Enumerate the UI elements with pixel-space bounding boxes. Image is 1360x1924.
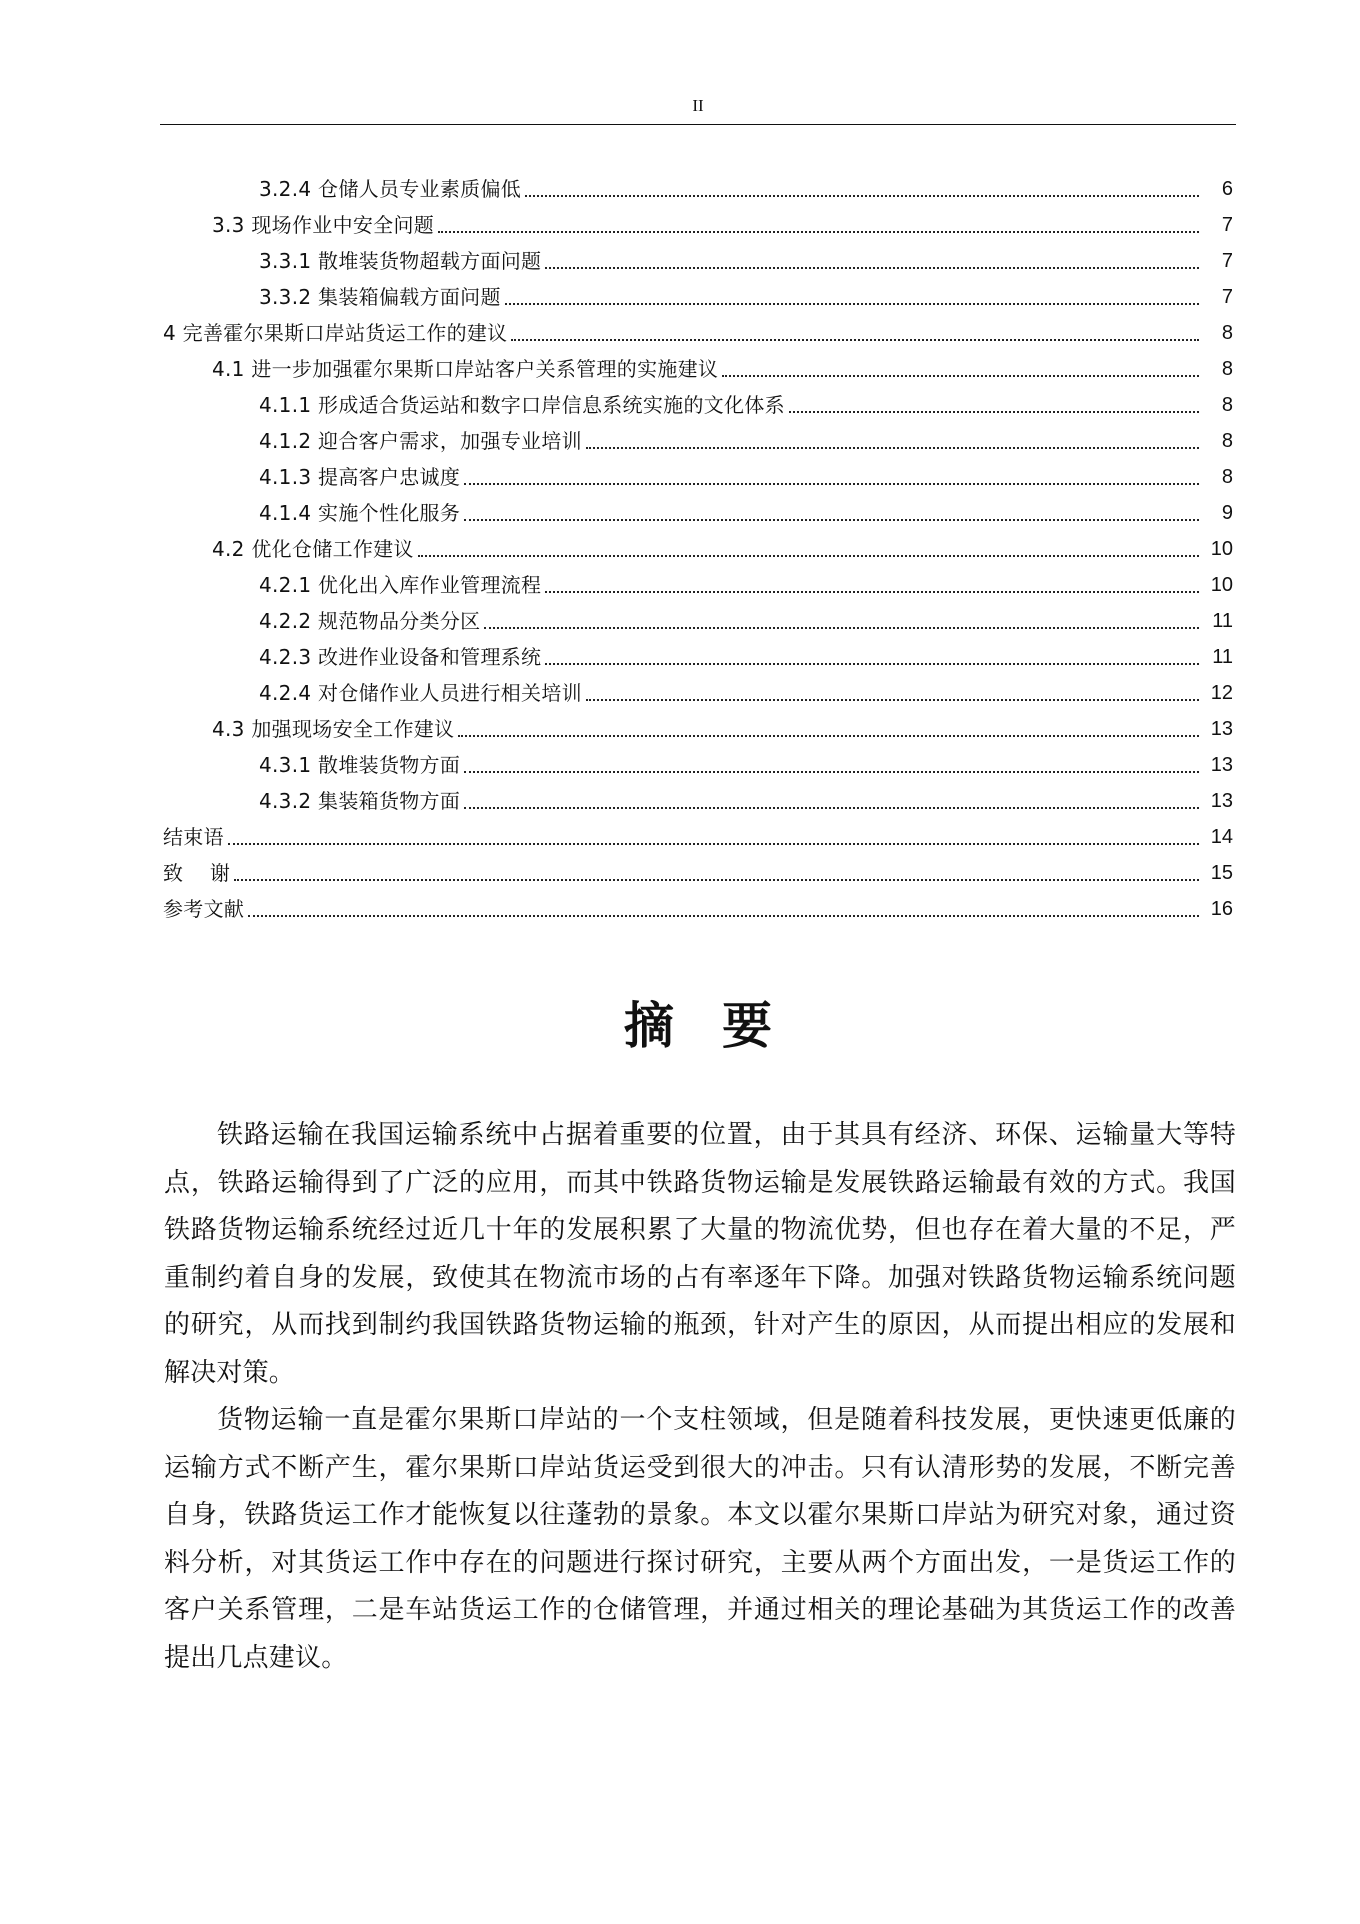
toc-dot-leader (586, 697, 1199, 701)
toc-dot-leader (586, 445, 1199, 449)
toc-entry-title: 4.1.4 实施个性化服务 (259, 501, 461, 525)
toc-dot-leader (789, 409, 1199, 413)
toc-entry-page-number: 13 (1210, 790, 1233, 812)
toc-dot-leader (525, 193, 1199, 197)
toc-dot-leader (545, 265, 1199, 269)
toc-dot-leader (511, 337, 1199, 341)
toc-dot-leader (464, 517, 1199, 521)
toc-entry[interactable] (259, 783, 1233, 819)
toc-entry-page-number: 11 (1212, 610, 1233, 632)
toc-entry-title: 3.2.4 仓储人员专业素质偏低 (259, 177, 522, 201)
abstract-paragraph-1: 铁路运输在我国运输系统中占据着重要的位置，由于其具有经济、环保、运输量大等特点，铁路运输得到了广泛的应用，而其中铁路货物运输是发展铁路运输最有效的方式。我国铁路货物运输系统经过近几十年的发展积累了大量的物流优势，但也存在着大量的不足，严重制约着自身的发展，致使其在物流市场的占有率逐年下降。加强对铁路货物运输系统问题的研究，从而找到制约我国铁路货物运输的瓶颈，针对产生的原因，从而提出相应的发展和解决对策。 (164, 1120, 1236, 1388)
toc-entry-title: 4.2.1 优化出入库作业管理流程 (259, 573, 542, 597)
toc-dot-leader (234, 877, 1199, 881)
toc-entry-page-number: 13 (1210, 718, 1233, 740)
toc-entry-title: 参考文献 (163, 897, 245, 921)
toc-entry-page-number: 8 (1221, 322, 1233, 344)
table-of-contents (0, 171, 1233, 927)
toc-entry-page-number: 8 (1221, 466, 1233, 488)
toc-entry-page-number: 7 (1221, 286, 1233, 308)
toc-entry[interactable] (163, 891, 1233, 927)
toc-entry-title: 4.2.3 改进作业设备和管理系统 (259, 645, 542, 669)
toc-entry-title: 4.1.3 提高客户忠诚度 (259, 465, 461, 489)
toc-dot-leader (228, 841, 1199, 845)
toc-entry-page-number: 11 (1212, 646, 1233, 668)
toc-entry[interactable] (259, 675, 1233, 711)
toc-list (0, 171, 1233, 927)
header-rule (160, 124, 1236, 125)
toc-entry[interactable] (259, 603, 1233, 639)
toc-entry-title: 结束语 (163, 825, 224, 849)
toc-entry-page-number: 10 (1210, 574, 1233, 596)
toc-dot-leader (458, 733, 1199, 737)
toc-entry-page-number: 8 (1221, 430, 1233, 452)
toc-dot-leader (484, 625, 1199, 629)
toc-entry-title: 致 谢 (163, 861, 231, 885)
abstract-paragraph-2: 货物运输一直是霍尔果斯口岸站的一个支柱领域，但是随着科技发展，更快速更低廉的运输方式不断产生，霍尔果斯口岸站货运受到很大的冲击。只有认清形势的发展，不断完善自身，铁路货运工作才能恢复以往蓬勃的景象。本文以霍尔果斯口岸站为研究对象，通过资料分析，对其货运工作中存在的问题进行探讨研究，主要从两个方面出发，一是货运工作的客户关系管理，二是车站货运工作的仓储管理，并通过相关的理论基础为其货运工作的改善提出几点建议。 (164, 1405, 1236, 1673)
toc-entry-title: 4 完善霍尔果斯口岸站货运工作的建议 (163, 321, 508, 345)
toc-dot-leader (464, 769, 1199, 773)
toc-entry-title: 4.3 加强现场安全工作建议 (212, 717, 455, 741)
toc-entry[interactable] (259, 495, 1233, 531)
toc-entry[interactable] (163, 315, 1233, 351)
toc-entry-page-number: 15 (1210, 862, 1233, 884)
toc-entry-title: 4.2.2 规范物品分类分区 (259, 609, 481, 633)
toc-dot-leader (545, 661, 1199, 665)
toc-entry-title: 4.1 进一步加强霍尔果斯口岸站客户关系管理的实施建议 (212, 357, 719, 381)
toc-entry-page-number: 7 (1221, 250, 1233, 272)
toc-entry[interactable] (212, 711, 1233, 747)
toc-entry-page-number: 8 (1221, 394, 1233, 416)
toc-entry[interactable] (259, 423, 1233, 459)
toc-dot-leader (438, 229, 1199, 233)
toc-entry-page-number: 12 (1210, 682, 1233, 704)
toc-entry[interactable] (212, 351, 1233, 387)
toc-entry[interactable] (259, 243, 1233, 279)
toc-entry-title: 4.1.2 迎合客户需求，加强专业培训 (259, 429, 582, 453)
toc-entry-page-number: 6 (1221, 178, 1233, 200)
toc-dot-leader (545, 589, 1199, 593)
toc-entry[interactable] (259, 567, 1233, 603)
toc-dot-leader (464, 805, 1199, 809)
abstract-body (164, 1112, 1236, 1682)
toc-dot-leader (505, 301, 1199, 305)
page-header-label: II (692, 96, 704, 115)
toc-entry-page-number: 8 (1221, 358, 1233, 380)
toc-entry-title: 3.3.2 集装箱偏载方面问题 (259, 285, 501, 309)
toc-entry[interactable] (259, 747, 1233, 783)
toc-entry-page-number: 14 (1210, 826, 1233, 848)
toc-entry-page-number: 7 (1221, 214, 1233, 236)
abstract-title: 摘要 (624, 997, 820, 1055)
toc-entry[interactable] (163, 819, 1233, 855)
toc-dot-leader (464, 481, 1199, 485)
toc-entry[interactable] (163, 855, 1233, 891)
toc-entry[interactable] (259, 279, 1233, 315)
toc-entry[interactable] (259, 639, 1233, 675)
toc-entry-title: 3.3 现场作业中安全问题 (212, 213, 435, 237)
toc-dot-leader (248, 913, 1199, 917)
toc-entry[interactable] (259, 171, 1233, 207)
toc-entry-title: 4.2.4 对仓储作业人员进行相关培训 (259, 681, 582, 705)
toc-entry-title: 4.3.2 集装箱货物方面 (259, 789, 461, 813)
toc-entry-page-number: 16 (1210, 898, 1233, 920)
toc-entry[interactable] (259, 387, 1233, 423)
toc-entry[interactable] (212, 531, 1233, 567)
toc-dot-leader (722, 373, 1199, 377)
toc-entry-page-number: 10 (1210, 538, 1233, 560)
toc-dot-leader (418, 553, 1199, 557)
toc-entry-page-number: 13 (1210, 754, 1233, 776)
toc-entry-title: 4.1.1 形成适合货运站和数字口岸信息系统实施的文化体系 (259, 393, 785, 417)
toc-entry-title: 4.3.1 散堆装货物方面 (259, 753, 461, 777)
toc-entry[interactable] (259, 459, 1233, 495)
toc-entry-title: 3.3.1 散堆装货物超载方面问题 (259, 249, 542, 273)
toc-entry-page-number: 9 (1221, 502, 1233, 524)
toc-entry[interactable] (212, 207, 1233, 243)
toc-entry-title: 4.2 优化仓储工作建议 (212, 537, 414, 561)
